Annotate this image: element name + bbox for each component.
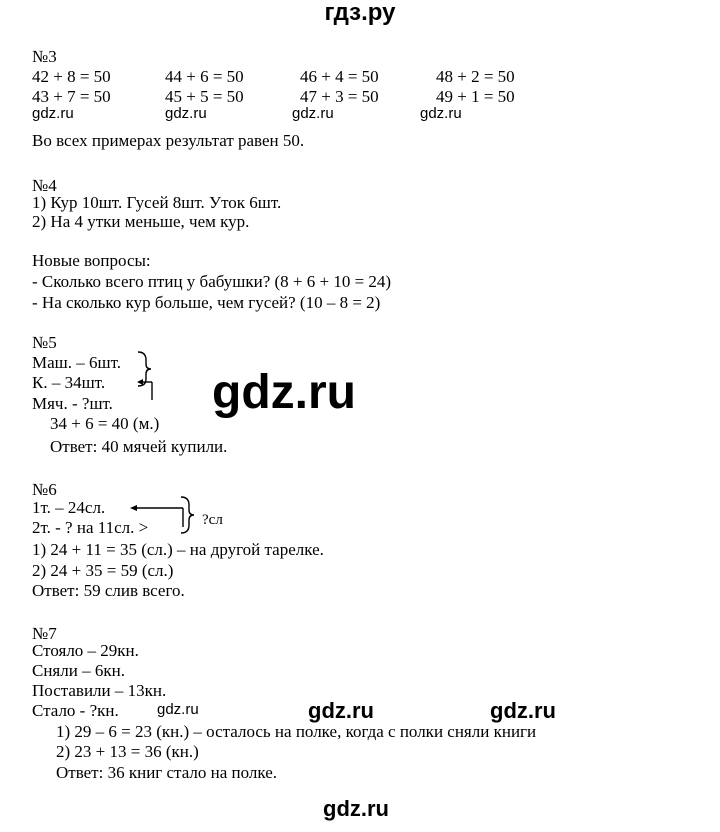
site-header: гдз.ру [324,0,396,26]
equation: 46 + 4 = 50 [300,67,379,86]
text-line: Маш. – 6шт. [32,353,121,372]
watermark: gdz.ru [32,105,74,122]
equation: 42 + 8 = 50 [32,67,111,86]
watermark-footer: gdz.ru [323,796,389,821]
text-line: К. – 34шт. [32,373,106,392]
watermark: gdz.ru [490,698,556,723]
question: - На сколько кур больше, чем гусей? (10 – 8 = 2) [32,293,381,312]
answer: Ответ: 36 книг стало на полке. [56,763,277,782]
equation: 43 + 7 = 50 [32,87,111,106]
text-line: 2т. - ? на 11сл. > [32,518,149,537]
equation: 44 + 6 = 50 [165,67,244,86]
task6-label: №6 [32,480,57,499]
question: - Сколько всего птиц у бабушки? (8 + 6 + 10 = 24) [32,272,392,291]
step: 1) 24 + 11 = 35 (сл.) – на другой тарелке. [32,540,324,559]
arrow-head-icon [130,505,137,511]
brace-label: ?сл [202,512,223,528]
task5-label: №5 [32,333,57,352]
task3-label: №3 [32,47,57,66]
step: 1) 29 – 6 = 23 (кн.) – осталось на полке, когда с полки сняли книги [56,722,537,741]
task3-conclusion: Во всех примерах результат равен 50. [32,131,305,150]
equation: 48 + 2 = 50 [436,67,515,86]
answer: Ответ: 59 слив всего. [32,581,185,600]
watermark-large: gdz.ru [212,366,356,419]
text-line: 1) Кур 10шт. Гусей 8шт. Уток 6шт. [32,193,282,212]
watermark: gdz.ru [165,105,207,122]
watermark: gdz.ru [292,105,334,122]
text-line: Мяч. - ?шт. [32,394,113,413]
watermark: gdz.ru [308,698,374,723]
text-line: Поставили – 13кн. [32,681,167,700]
text-line: 2) На 4 утки меньше, чем кур. [32,212,250,231]
task7-label: №7 [32,624,57,643]
new-questions-title: Новые вопросы: [32,251,151,270]
step: 2) 24 + 35 = 59 (сл.) [32,561,174,580]
equation: 49 + 1 = 50 [436,87,515,106]
equation: 45 + 5 = 50 [165,87,244,106]
equation: 47 + 3 = 50 [300,87,379,106]
solution: 34 + 6 = 40 (м.) [50,414,160,433]
step: 2) 23 + 13 = 36 (кн.) [56,742,199,761]
task4-label: №4 [32,176,57,195]
text-line: Стало - ?кн. [32,701,119,720]
text-line: Сняли – 6кн. [32,661,125,680]
text-line: 1т. – 24сл. [32,498,106,517]
watermark: gdz.ru [157,701,199,718]
watermark: gdz.ru [420,105,462,122]
answer: Ответ: 40 мячей купили. [50,437,228,456]
text-line: Стояло – 29кн. [32,641,139,660]
